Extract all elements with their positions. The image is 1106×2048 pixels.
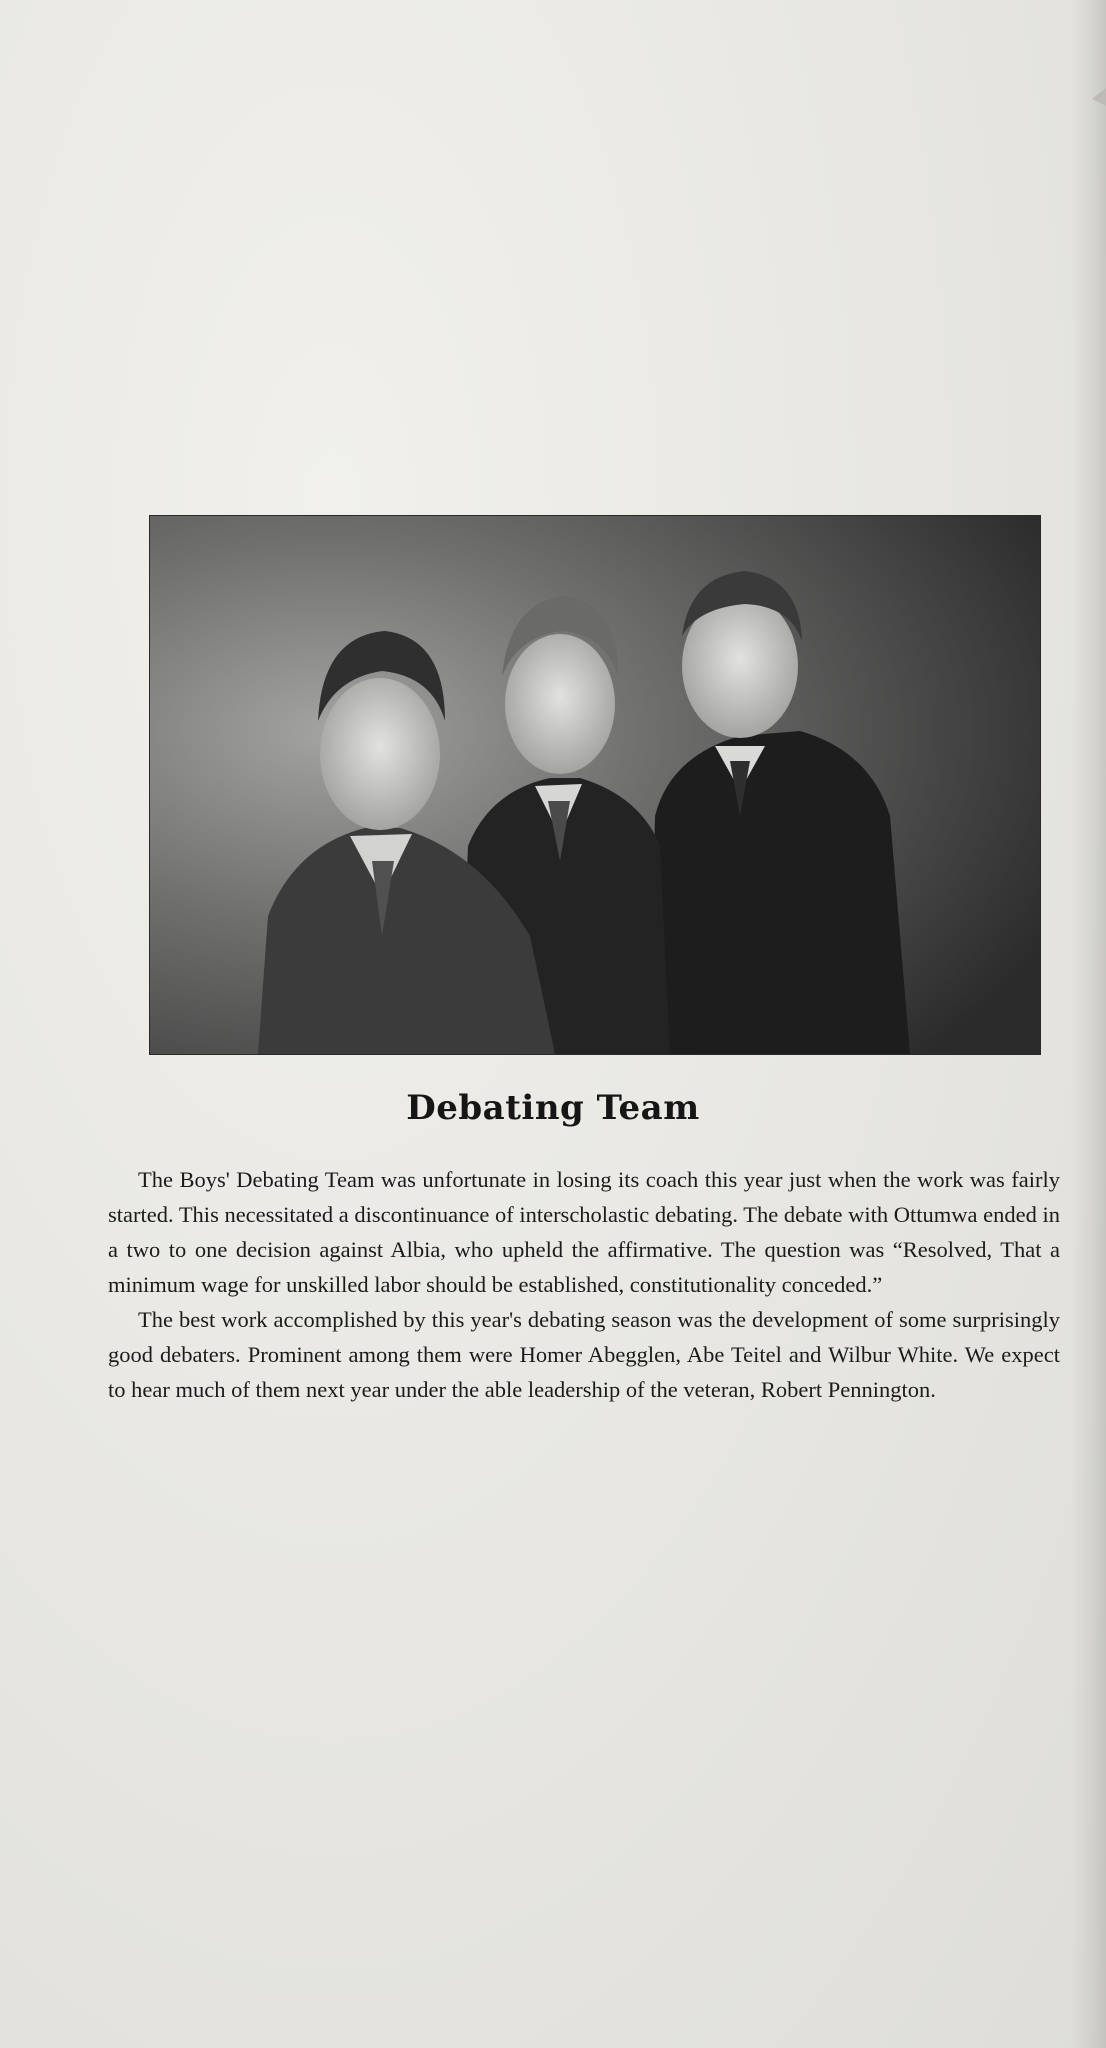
article-body bbox=[108, 1162, 1060, 1407]
page-title: Debating Team bbox=[406, 1088, 700, 1128]
page-edge-shadow bbox=[1070, 0, 1106, 2048]
article-paragraph: The best work accomplished by this year's debating season was the development of some surprisingly good debaters. Prominent among them were Homer Abegglen, Abe Teitel and Wilbur White. We expect to hear much of them next year under the able leadership of the veteran, Robert Pennington. bbox=[108, 1307, 1060, 1402]
photograph-illustration bbox=[150, 516, 1040, 1054]
team-photograph bbox=[150, 516, 1040, 1054]
article-paragraph: The Boys' Debating Team was unfortunate in losing its coach this year just when the work was fairly started. This necessitated a discontinuance of interscholastic debating. The debate with Ottumwa ended in a two to one decision against Albia, who upheld the affirmative. The question was “Resolved, That a minimum wage for unskilled labor should be established, constitutionality conceded.” bbox=[108, 1167, 1061, 1297]
